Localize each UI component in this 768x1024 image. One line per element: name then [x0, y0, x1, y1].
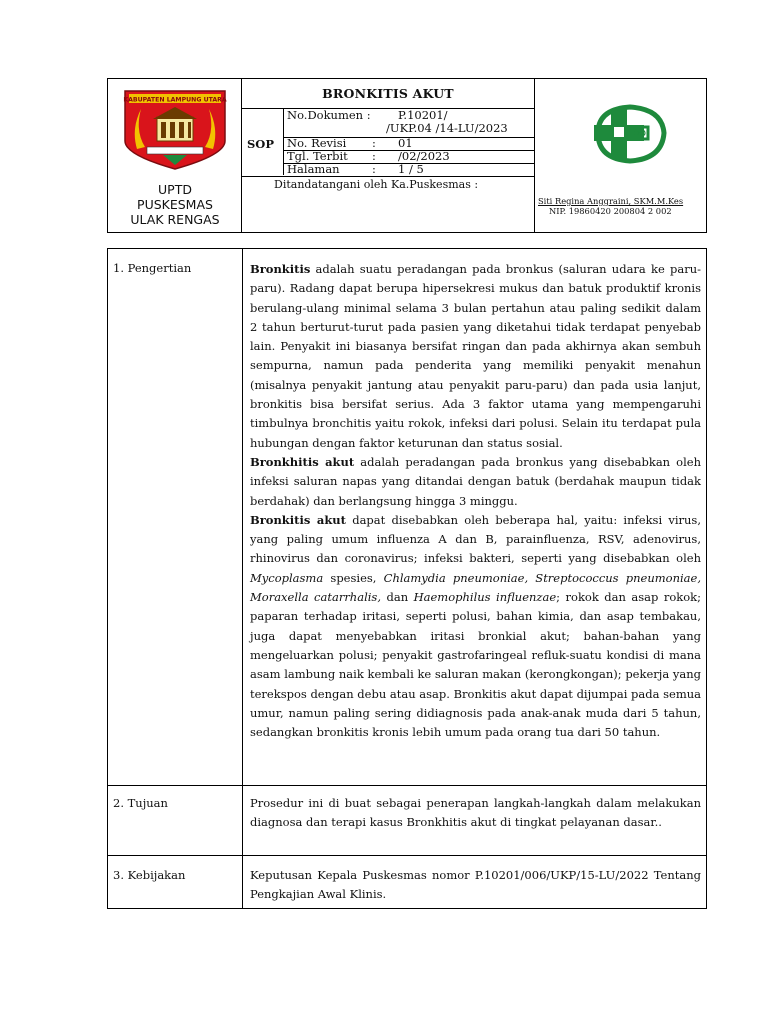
paragraph-text: dan	[381, 590, 414, 605]
doc-number-value: P.10201/	[398, 108, 448, 122]
sop-content-table	[107, 248, 707, 909]
page-sep: :	[372, 162, 376, 176]
paragraph-text: spesies,	[323, 570, 384, 585]
term: Bronkitis	[250, 262, 311, 276]
divider	[283, 108, 284, 175]
species-name: Mycoplasma	[250, 570, 324, 585]
term: Bronkitis akut	[250, 512, 346, 527]
sop-label: SOP	[247, 137, 274, 151]
issue-date-sep: :	[372, 149, 376, 163]
section-label-tujuan: 2. Tujuan	[113, 796, 168, 810]
org-line: PUSKESMAS	[137, 197, 213, 212]
revision-label: No. Revisi	[287, 136, 347, 150]
signer-nip: NIP. 19860420 200804 2 002	[549, 206, 672, 216]
kabupaten-logo	[123, 89, 227, 171]
signed-by-label: Ditandatangani oleh Ka.Puskesmas :	[274, 178, 479, 191]
divider	[241, 108, 534, 109]
page-label: Halaman	[287, 162, 340, 176]
org-line: ULAK RENGAS	[130, 212, 220, 227]
paragraph-text: adalah suatu peradangan pada bronkus (saluran udara ke paru-paru). Radang dapat berupa hipersekresi mukus dan batuk produktif kronis berulang-ulang minimal selama 3 bulan pertahun atau paling sedikit dalam 2 tahun berturut-turut pada pasien yang diketahui tidak terdapat penyebab lain. Penyakit ini biasanya bersifat ringan dan pada akhirnya akan sembuh sempurna, namun pada penderita yang memiliki penyakit menahun (misalnya penyakit jantung atau penyakit paru-paru) dan pada usia lanjut, bronkitis bisa bersifat serius. Ada 3 faktor utama yang mempengaruhi timbulnya bronchitis yaitu rokok, infeksi dari polusi. Selain itu terdapat pula hubungan dengan faktor keturunan dan status sosial.	[250, 262, 701, 450]
paragraph	[250, 453, 701, 511]
section-body-kebijakan: Keputusan Kepala Puskesmas nomor P.10201/006/UKP/15-LU/2022 Tentang Pengkajian Awal Klinis.	[250, 868, 701, 902]
logo-lettering: KABUPATEN LAMPUNG UTARA	[123, 96, 227, 104]
section-label-kebijakan: 3. Kebijakan	[113, 868, 186, 882]
issue-date-label: Tgl. Terbit	[287, 149, 348, 163]
section-label-pengertian: 1. Pengertian	[113, 261, 192, 275]
organization-name	[108, 182, 242, 227]
document-header	[107, 78, 707, 233]
doc-number-label: No.Dokumen :	[287, 108, 371, 122]
paragraph-text: ; rokok dan asap rokok; paparan terhadap iritasi, seperti polusi, bahan kimia, dan asap tembakau, juga dapat menyebabkan iritasi bronkial akut; bahan-bahan yang mengeluarkan polusi; penyakit gastrofaringeal refluk-suatu kondisi di mana asam lambung naik kembali ke saluran makan (kerongkongan); pekerja yang terekspos dengan debu atau asap. Bronkitis akut dapat dijumpai pada semua umur, namun paling sering didiagnosis pada anak-anak muda dari 5 tahun, sedangkan bronkitis kronis lebih umum pada orang tua dari 50 tahun.	[250, 590, 702, 740]
signer-name: Siti Regina Anggraini, SKM.M.Kes	[538, 196, 684, 206]
revision-value: 01	[398, 136, 413, 150]
doc-number-value-2: /UKP.04 /14-LU/2023	[386, 121, 508, 135]
section-body-tujuan: Prosedur ini di buat sebagai penerapan langkah-langkah dalam melakukan diagnosa dan terapi kasus Bronkhitis akut di tingkat pelayanan dasar..	[250, 796, 701, 830]
page-value: 1 / 5	[398, 162, 424, 176]
org-line: UPTD	[158, 182, 192, 197]
paragraph	[250, 260, 701, 453]
issue-date-value: /02/2023	[398, 149, 450, 163]
divider	[242, 249, 243, 908]
term: Bronkhitis akut	[250, 454, 355, 469]
divider	[241, 176, 534, 177]
paragraph	[250, 511, 701, 743]
species-name: Chlamydia pneumoniae, Streptococcus pneumoniae, Moraxella catarrhalis,	[250, 570, 701, 605]
revision-sep: :	[372, 136, 376, 150]
divider	[534, 79, 535, 232]
species-name: Haemophilus influenzae	[413, 590, 557, 605]
paragraph-text: dapat disebabkan oleh beberapa hal, yaitu: infeksi virus, yang paling umum influenza A dan B, parainfluenza, RSV, adenovirus, rhinovirus dan coronavirus; infeksi bakteri, seperti yang disebabkan oleh	[250, 512, 701, 566]
divider	[108, 855, 706, 856]
puskesmas-logo	[590, 103, 670, 165]
section-body-pengertian	[250, 260, 701, 742]
document-title: BRONKITIS AKUT	[322, 86, 454, 101]
divider	[108, 785, 706, 786]
paragraph-text: adalah peradangan pada bronkus yang disebabkan oleh infeksi saluran napas yang ditandai dengan batuk (berdahak maupun tidak berdahak) dan berlangsung hingga 3 minggu.	[250, 454, 701, 508]
signer-block	[538, 196, 708, 216]
